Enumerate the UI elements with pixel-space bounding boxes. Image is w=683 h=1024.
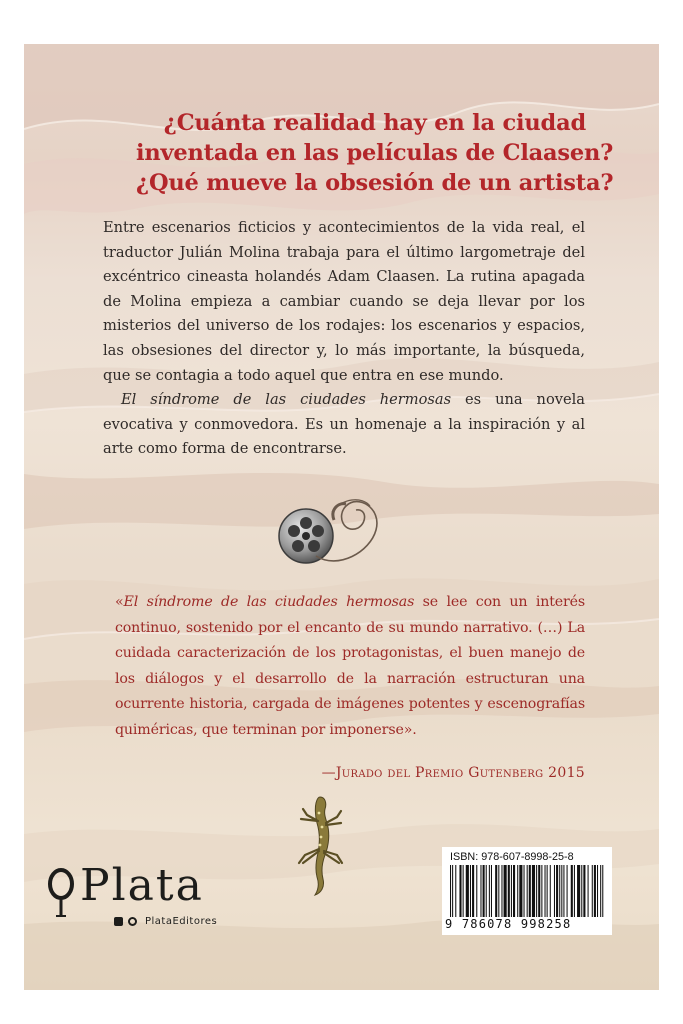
- barcode-bar: [538, 865, 540, 917]
- barcode-bar: [476, 865, 477, 917]
- lizard-icon: [287, 793, 347, 898]
- barcode-bar: [459, 865, 461, 917]
- barcode-bar: [504, 865, 507, 917]
- barcode-bar: [577, 865, 580, 917]
- barcode-bar: [486, 865, 487, 917]
- barcode-bar: [498, 865, 499, 917]
- synopsis-paragraph-1: Entre escenarios ficticios y acontecimientos de la vida real, el traductor Julián Molina trabaja para el último largometraje del excéntrico cineasta holandés Adam Claasen. La rutina apagada de Molina empieza a cambiar cuando se deja llevar por los misterios del universo de los rodajes: los escenarios y espacios, las obsesiones del director y, lo más importante, la búsqueda, que se contagia a todo aquel que entra en ese mundo.: [103, 219, 585, 384]
- barcode-bars: [450, 865, 604, 917]
- barcode-bar: [556, 865, 558, 917]
- tagline-line-1: ¿Cuánta realidad hay en la ciudad: [163, 110, 586, 136]
- barcode-bar: [547, 865, 548, 917]
- barcode-bar: [483, 865, 485, 917]
- barcode-bar: [581, 865, 582, 917]
- barcode-bar: [513, 865, 515, 917]
- barcode-bar: [472, 865, 474, 917]
- plata-logo-icon: [46, 866, 76, 918]
- barcode-bar: [501, 865, 502, 917]
- quote-open-mark: «: [115, 594, 124, 610]
- barcode-bar: [466, 865, 469, 917]
- quote-book-title: El síndrome de las ciudades hermosas: [123, 594, 415, 610]
- quote-text: se lee con un interés continuo, sostenido por el encanto de su mundo narrativo. (…) La cuidada caracterización de los protagonistas, el buen manejo de los diálogos y el desarrollo de la narración estructuran una ocurrente historia, cargada de imágenes potentes y escenografías quiméricas, que terminan por imponerse».: [115, 594, 585, 738]
- barcode-bar: [588, 865, 589, 917]
- barcode-bar: [602, 865, 603, 917]
- barcode-bar: [559, 865, 560, 917]
- barcode-bar: [450, 865, 451, 917]
- barcode-bar: [571, 865, 573, 917]
- barcode-bar: [463, 865, 464, 917]
- barcode-bar: [452, 865, 453, 917]
- barcode-bar: [592, 865, 593, 917]
- barcode-bar: [527, 865, 528, 917]
- film-reel-icon: [258, 492, 398, 572]
- barcode-bar: [567, 865, 568, 917]
- barcode-bar: [508, 865, 510, 917]
- barcode-bar: [594, 865, 596, 917]
- instagram-icon: [128, 917, 137, 926]
- barcode-bar: [519, 865, 522, 917]
- barcode-digits: 9 786078 998258: [445, 917, 572, 931]
- barcode-bar: [480, 865, 481, 917]
- isbn-label: ISBN: 978-607-8998-25-8: [450, 851, 574, 863]
- tagline-line-3: ¿Qué mueve la obsesión de un artista?: [136, 170, 614, 196]
- barcode-bar: [550, 865, 551, 917]
- barcode-bar: [574, 865, 575, 917]
- barcode-bar: [554, 865, 555, 917]
- synopsis: [103, 216, 585, 462]
- barcode-bar: [491, 865, 492, 917]
- review-quote: [115, 590, 585, 744]
- tagline-line-2: inventada en las películas de Claasen?: [136, 140, 614, 166]
- tagline: [136, 108, 614, 198]
- barcode-bar: [563, 865, 564, 917]
- barcode-bar: [541, 865, 542, 917]
- barcode-bar: [536, 865, 537, 917]
- publisher-name: Plata: [80, 860, 204, 911]
- publisher-handle: PlataEditores: [145, 915, 218, 927]
- barcode-bar: [600, 865, 601, 917]
- barcode-bar: [524, 865, 525, 917]
- barcode: [442, 847, 612, 935]
- synopsis-book-title: El síndrome de las ciudades hermosas: [121, 391, 452, 409]
- publisher-social: [114, 913, 217, 929]
- barcode-bar: [455, 865, 456, 917]
- barcode-bar: [517, 865, 518, 917]
- barcode-bar: [561, 865, 562, 917]
- barcode-bar: [597, 865, 598, 917]
- barcode-bar: [529, 865, 531, 917]
- facebook-icon: [114, 917, 123, 926]
- barcode-bar: [545, 865, 546, 917]
- barcode-bar: [583, 865, 585, 917]
- barcode-bar: [470, 865, 471, 917]
- quote-attribution: —Jurado del Premio Gutenberg 2015: [321, 765, 585, 781]
- barcode-bar: [495, 865, 497, 917]
- synopsis-paragraph-2-text: es una novela evocativa y conmovedora. Es un homenaje a la inspiración y al arte como forma de encontrarse.: [103, 391, 585, 458]
- barcode-bar: [532, 865, 535, 917]
- barcode-bar: [489, 865, 490, 917]
- barcode-bar: [511, 865, 512, 917]
- synopsis-paragraph-2: [103, 388, 585, 462]
